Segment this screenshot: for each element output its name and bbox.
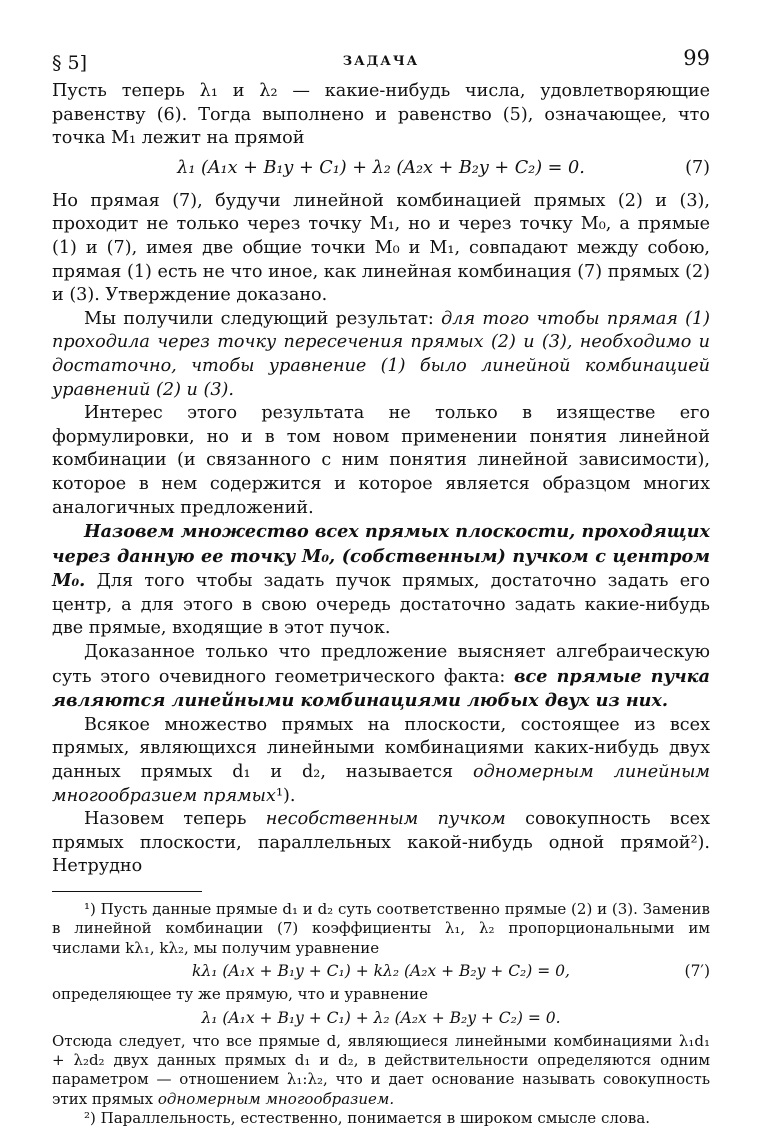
manifold-term: одномерным линейным многообразием прямых bbox=[52, 762, 710, 806]
paragraph-8-lead: Назовем теперь bbox=[84, 809, 266, 830]
paragraph-3-lead: Мы получили следующий результат: bbox=[84, 308, 442, 329]
paragraph-2: Но прямая (7), будучи линейной комбинацией прямых (2) и (3), проходит не только через точку M₁, но и через точку M₀, а прямые (1) и (7), имея две общие точки M₀ и M₁, совпадают между собою, прямая (1) есть не что иное, как линейная комбинация (7) прямых (2) и (3). Утверждение доказано. bbox=[52, 190, 710, 306]
section-label: § 5] bbox=[52, 52, 88, 74]
pencil-definition: Назовем множество всех прямых плоскости, проходящих через данную ее точку M₀, (собственным) пучком с центром M₀. bbox=[52, 521, 710, 592]
footnote-1-conclusion-text: Отсюда следует, что все прямые d, являющиеся линейными комбинациями λ₁d₁ + λ₂d₂ двух данных прямых d₁ и d₂, в действительности определяются одним параметром — отношением λ₁:λ₂, что и дает основание называть совокупность этих прямых bbox=[52, 1031, 710, 1108]
paragraph-8-rest: совокупность всех прямых плоскости, параллельных какой-нибудь одной прямой²). Нетрудно bbox=[52, 809, 711, 877]
paragraph-4: Интерес этого результата не только в изяществе его формулировки, но и в том новом применении понятия линейной комбинации (и связанного с ним понятия линейной зависимости), которое в нем содержится и которое является образцом многих аналогичных предложений. bbox=[52, 403, 710, 518]
equation-7-label: (7) bbox=[685, 157, 710, 178]
footnote-equation-body: λ₁ (A₁x + B₁y + C₁) + λ₂ (A₂x + B₂y + C₂) = 0. bbox=[201, 1008, 561, 1027]
footnote-1-conclusion bbox=[52, 1032, 710, 1110]
paragraph-5-rest: Для того чтобы задать пучок прямых, достаточно задать его центр, а для этого в свою очередь достаточно задать какие-нибудь две прямые, входящие в этот пучок. bbox=[52, 571, 710, 639]
equation-7-prime bbox=[52, 959, 710, 984]
improper-pencil-term: несобственным пучком bbox=[265, 809, 506, 830]
footnote-1-term: одномерным многообразием. bbox=[157, 1089, 395, 1108]
footnote-ref-1: ¹). bbox=[275, 785, 296, 806]
theorem-statement: для того чтобы прямая (1) проходила через точку пересечения прямых (2) и (3), необходимо и достаточно, чтобы уравнение (1) было линейной комбинацией уравнений (2) и (3). bbox=[52, 308, 711, 400]
footnote-divider bbox=[52, 891, 202, 892]
paragraph-6 bbox=[52, 641, 710, 714]
footnote-equation bbox=[52, 1006, 710, 1031]
running-title: ЗАДАЧА bbox=[342, 54, 420, 69]
equation-7-prime-label: (7′) bbox=[684, 962, 710, 981]
running-header bbox=[52, 40, 710, 74]
paragraph-7 bbox=[52, 714, 710, 808]
paragraph-5 bbox=[52, 520, 710, 641]
paragraph-3 bbox=[52, 308, 710, 402]
main-text bbox=[52, 80, 710, 1129]
paragraph-1: Пусть теперь λ₁ и λ₂ — какие-нибудь числа, удовлетворяющие равенству (6). Тогда выполнено и равенство (5), означающее, что точка M₁ лежит на прямой bbox=[52, 81, 710, 149]
paragraph-8 bbox=[52, 808, 710, 879]
footnote-1-intro: ¹) Пусть данные прямые d₁ и d₂ суть соответственно прямые (2) и (3). Заменив в линейной комбинации (7) коэффициенты λ₁, λ₂ пропорциональными им числами kλ₁, kλ₂, мы получим уравнение bbox=[52, 900, 710, 957]
equation-7-body: λ₁ (A₁x + B₁y + C₁) + λ₂ (A₂x + B₂y + C₂) = 0. bbox=[177, 157, 585, 178]
equation-7-prime-body: kλ₁ (A₁x + B₁y + C₁) + kλ₂ (A₂x + B₂y + C₂) = 0, bbox=[192, 962, 570, 981]
footnote-2: ²) Параллельность, естественно, понимается в широком смысле слова. bbox=[84, 1109, 651, 1128]
pencil-statement: все прямые пучка являются линейными комбинациями любых двух из них. bbox=[52, 665, 710, 712]
paragraph-7-lead: Всякое множество прямых на плоскости, состоящее из всех прямых, являющихся линейными комбинациями каких-нибудь двух данных прямых d₁ и d₂, называется bbox=[52, 714, 710, 783]
paragraph-6-lead: Доказанное только что предложение выясняет алгебраическую суть этого очевидного геометрического факта: bbox=[52, 642, 710, 687]
equation-7 bbox=[52, 154, 710, 182]
page-number: 99 bbox=[683, 46, 710, 70]
footnote-1-mid: определяющее ту же прямую, что и уравнение bbox=[52, 985, 428, 1004]
